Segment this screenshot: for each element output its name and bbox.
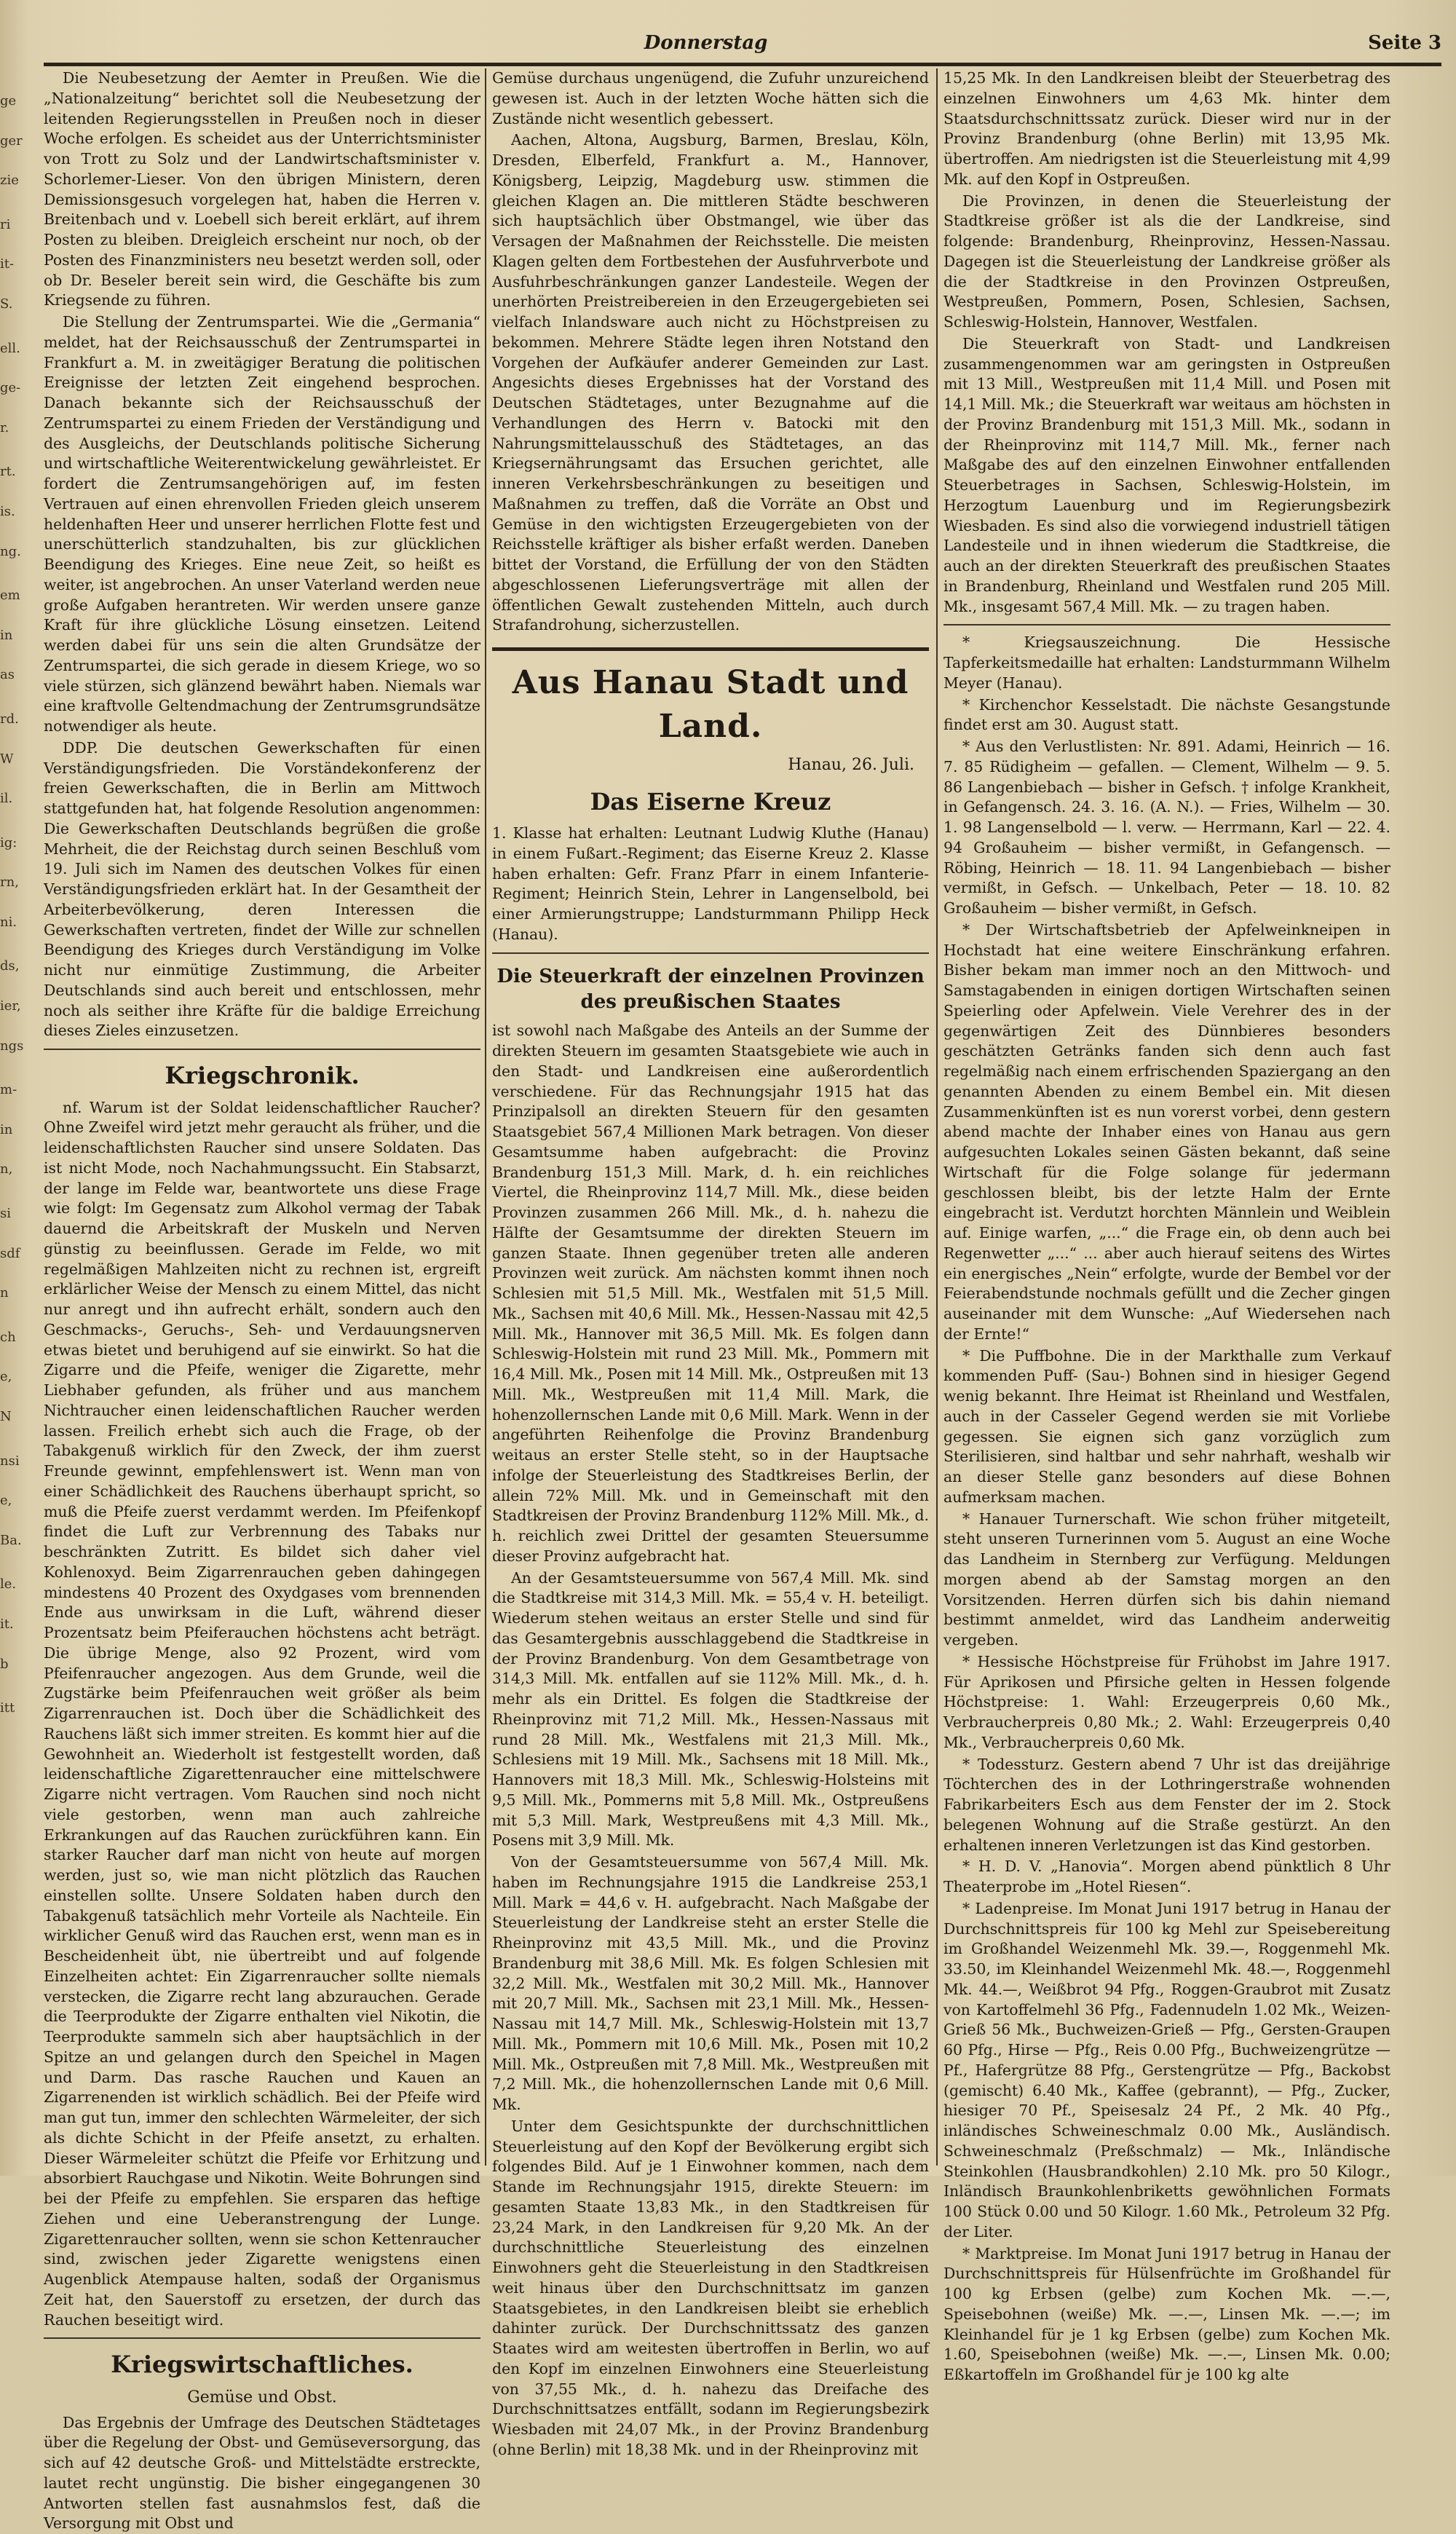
- note-ladenpreise: * Ladenpreise. Im Monat Juni 1917 betrug in Hanau der Durchschnittspreis für 100 kg Mehl zur Speisebereitung im Großhandel Weizenmehl Mk. 39.—, Roggenmehl Mk. 33.50, im Kleinhandel Weizenmehl Mk. 48.—, Roggenmehl Mk. 44.—, Weißbrot 94 Pfg., Roggen-Graubrot mit Zusatz von Kartoffelmehl 36 Pfg., Fadennudeln 1.02 Mk., Weizen-Grieß 56 Mk., Buchweizen-Grieß — Pfg., Gersten-Graupen 60 Pfg., Hirse — Pfg., Reis 0.00 Pfg., Buchweizengrütze — Pf., Hafergrütze 88 Pfg., Gerstengrütze — Pfg., Backobst (gemischt) 6.40 Mk., Kaffee (gebrannt), — Pfg., Zucker, hiesiger 70 Pf., Speisesalz 24 Pf., 2 Mk. 40 Pfg., inländisches Schweineschmalz 0.00 Mk., Ausländisch. Schweineschmalz (Preßschmalz) — Mk., Inländische Steinkohlen (Hausbrandkohlen) 2.10 Mk. pro 50 Kilogr., Inländisch Braunkohlenbriketts gewöhnlichen Formats 100 Stück 0.00 und 50 Kilogr. 1.60 Mk., Petroleum 32 Pfg. der Liter.: [943, 1899, 1390, 2241]
- section-divider: [492, 647, 929, 651]
- margin-fragment: ni.: [0, 914, 17, 930]
- article-unions: DDP. Die deutschen Gewerkschaften für einen Verständigungsfrieden. Die Vorständekonferenz der freien Gewerkschaften, die in Berlin am Mittwoch stattgefunden hat, hat folgende Resolution angenommen: Die Gewerkschaften Deutschlands begrüßen die große Mehrheit, die der Reichstag durch seinen Beschluß vom 19. Juli sich im Namen des deutschen Volkes für einen Verständigungsfrieden erklärt hat. In der Gesamtheit der Arbeiterbevölkerung, deren Interessen die Gewerkschaften vertreten, findet der Wille zur schnellen Beendigung des Krieges durch Verständigung im Volke nicht nur einmütige Zustimmung, die Arbeiter Deutschlands sind auch bereit und entschlossen, mehr noch als seither ihre Kräfte für die baldige Erreichung dieses Zieles einzusetzen.: [44, 738, 480, 1040]
- margin-fragment: le.: [0, 1576, 17, 1592]
- column-separator: [936, 68, 938, 2166]
- heading-steuerkraft: Die Steuerkraft der einzelnen Provinzen des preußischen Staates: [496, 965, 925, 1013]
- header-page-number: Seite 3: [1368, 32, 1441, 54]
- article-durchschnitt: Unter dem Gesichtspunkte der durchschnittlichen Steuerleistung auf den Kopf der Bevölkerung ergibt sich folgendes Bild. Auf je 1 Einwohner kommen, nach dem Stande im Rechnungsjahr 1915, direkte Steuern: im gesamten Staate 13,83 Mk., in den Stadtkreisen für 23,24 Mark, in den Landkreisen für 9,20 Mk. An der durchschnittliche Steuerleistung des einzelnen Einwohners geht die Steuerleistung in den Stadtkreisen weit hinaus über den Durchschnittsatz im ganzen Staatsgebietes, in den Landkreisen bleibt sie erheblich dahinter zurück. Der Durchschnittssatz des ganzen Staates wird am weitesten übertroffen in Berlin, wo auf den Kopf im einzelnen Einwohners eine Steuerleistung von 37,55 Mk., d. h. nahezu das Dreifache des Durchschnittsatzes entfällt, sodann im Regierungsbezirk Wiesbaden mit 24,07 Mk., in der Provinz Brandenburg (ohne Berlin) mit 18,38 Mk. und in der Rheinprovinz mit: [492, 2117, 929, 2458]
- divider: [492, 952, 929, 954]
- note-verlustlisten: * Aus den Verlustlisten: Nr. 891. Adami, Heinrich — 16. 7. 85 Rüdigheim — gefallen. — Clement, Wilhelm — 9. 5. 86 Langenbiebach — bisher in Gefsch. † infolge Krankheit, in Gefangensch. 24. 3. 16. (A. N.). — Fries, Wilhelm — 30. 1. 98 Langenselbold — l. verw. — Herrmann, Karl — 22. 4. 94 Großauheim — bisher vermißt, in Gefangensch. — Röbing, Heinrich — 18. 11. 94 Langenbiebach — bisher vermißt, in Gefsch. — Unkelbach, Peter — 18. 10. 82 Großauheim — bisher vermißt, in Gefsch.: [943, 738, 1390, 917]
- heading-hanau: Aus Hanau Stadt und Land.: [512, 664, 909, 745]
- margin-fragment: rt.: [0, 464, 16, 480]
- note-kirchenchor: * Kirchenchor Kesselstadt. Die nächste Gesangstunde findet erst am 30. August statt.: [943, 695, 1390, 734]
- margin-fragment: em: [0, 588, 20, 604]
- note-puffbohne: * Die Puffbohne. Die in der Markthalle zum Verkauf kommenden Puff- (Sau-) Bohnen sind in hiesiger Gegend wenig bekannt. Ihre Heimat ist Rheinland und Westfalen, auch in der Casseler Gegend werden sie mit Vorliebe gegessen. Sie eignen sich ganz vorzüglich zum Sterilisieren, sind haltbar und sehr nahrhaft, weshalb wir an dieser Stelle ganz besonders auf diese Bohnen aufmerksam machen.: [943, 1346, 1390, 1506]
- margin-fragment: it.: [0, 1616, 14, 1632]
- margin-fragment: nsi: [0, 1453, 20, 1469]
- article-eiserne-kreuz: 1. Klasse hat erhalten: Leutnant Ludwig Kluthe (Hanau) in einem Fußart.-Regiment; das Eiserne Kreuz 2. Klasse haben erhalten: Gefr. Franz Pfarr in einem Infanterie-Regiment; Heinrich Stein, Lehrer in Langenselbold, bei einer Armierungstruppe; Landsturmmann Philipp Heck (Hanau).: [492, 824, 929, 943]
- margin-fragment: W: [0, 751, 14, 767]
- header-rule: [44, 63, 1441, 66]
- article-cities: Aachen, Altona, Augsburg, Barmen, Breslau, Köln, Dresden, Elberfeld, Frankfurt a. M., Hannover, Königsberg, Leipzig, Magdeburg usw. stimmen die gleichen Klagen an. Die mittleren Städte beschweren sich hauptsächlich über Obstmangel, wie über das Versagen der Maßnahmen der Reichsstelle. Die meisten Klagen gelten dem Fortbestehen der Ausfuhrverbote und Ausfuhrbeschränkungen ganzer Landesteile. Wegen der unerhörten Preistreibereien in den Erzeugergebieten sei vielfach Inlandsware auch nicht zu Höchstpreisen zu bekommen. Mehrere Städte legen ihren Notstand den Vorgehen der Aufkäufer anderer Gemeinden zur Last. Angesichts dieses Ergebnisses hat der Vorstand des Deutschen Städtetages, unter Bezugnahme auf die Verhandlungen des Herrn v. Batocki mit den Nahrungsmittelausschuß des Städtetages, an das Kriegsernährungsamt das Ersuchen gerichtet, alle inneren Verkehrsbeschränkungen zu beseitigen und Maßnahmen zu treffen, daß die Vorräte an Obst und Gemüse in den wichtigsten Erzeugergebieten von der Reichsstelle kräftiger als bisher erfaßt werden. Daneben bittet der Vorstand, die Erfüllung der von den Städten abgeschlossenen Lieferungsverträge mit allen der öffentlichen Gewalt zustehenden Mitteln, auch durch Strafandrohung, sicherzustellen.: [492, 131, 929, 634]
- note-turnerschaft: * Hanauer Turnerschaft. Wie schon früher mitgeteilt, steht unseren Turnerinnen vom 5. August an eine Woche das Landheim in Sternberg zur Verfügung. Meldungen morgen abend ab der Samstag morgen an den Vorsitzenden. Herren dürfen sich bis dahin niemand bestimmt anmeldet, wird das Landheim anderweitig vergeben.: [943, 1509, 1390, 1649]
- article-obst-cont: Gemüse durchaus ungenügend, die Zufuhr unzureichend gewesen ist. Auch in der letzten Woche hätten sich die Zustände nicht wesentlich gebessert.: [492, 69, 929, 127]
- article-zentrum: Die Stellung der Zentrumspartei. Wie die „Germania“ meldet, hat der Reichsausschuß der Zentrumspartei in Frankfurt a. M. in zweitägiger Beratung die politischen Ereignisse der letzten Zeit eingehend besprochen. Danach bekannte sich der Reichsausschuß der Zentrumspartei zu einem Frieden der Verständigung und des Ausgleichs, der Deutschlands politische Sicherung und wirtschaftliche Weiterentwickelung gewährleistet. Er fordert die Zentrumsangehörigen auf, im festen Vertrauen auf einen ehrenvollen Frieden gleich unserem heldenhaften Heer und unserer herrlichen Flotte fest und unerschütterlich standzuhalten, bis zur glücklichen Beendigung des Krieges. Eine neue Zeit, so heißt es weiter, ist angebrochen. An unser Vaterland werden neue große Aufgaben herantreten. Wir werden unsere ganze Kraft für ihre glückliche Lösung einsetzen. Leitend werden dabei für uns sein die alten Grundsätze der Zentrumspartei, die sich gerade in diesem Kriege, wo so viele stürzen, sich glänzend bewährt haben. Niemals war eine kraftvolle Geltendmachung der Zentrumsgrundsätze notwendiger als heute.: [44, 313, 480, 735]
- margin-fragment: S.: [0, 296, 13, 312]
- subheading-gemuese: Gemüse und Obst.: [187, 2388, 337, 2407]
- note-hanovia: * H. D. V. „Hanovia“. Morgen abend pünktlich 8 Uhr Theaterprobe im „Hotel Riesen“.: [943, 1858, 1390, 1895]
- margin-fragment: is.: [0, 503, 15, 519]
- margin-fragment: e,: [0, 1369, 12, 1385]
- margin-fragment: ng.: [0, 543, 21, 559]
- note-hoechstpreise: * Hessische Höchstpreise für Frühobst im Jahre 1917. Für Aprikosen und Pfirsiche gelten in Hessen folgende Höchstpreise: 1. Wahl: Erzeugerpreis 0,60 Mk., Verbraucherpreis 0,80 Mk.; 2. Wahl: Erzeugerpreis 0,40 Mk., Verbraucherpreis 0,60 Mk.: [943, 1652, 1390, 1751]
- margin-fragment: n: [0, 1285, 9, 1301]
- margin-fragment: N: [0, 1409, 12, 1424]
- article-stadtkreise: An der Gesamtsteuersumme von 567,4 Mill. Mk. sind die Stadtkreise mit 314,3 Mill. Mk. = 55,4 v. H. beteiligt. Wiederum stehen weitaus an erster Stelle und sind für das Gesamtergebnis ausschlaggebend die Stadtkreise in der Provinz Brandenburg. Von dem Gesamtbetrage von 314,3 Mill. Mk. entfallen auf sie 112% Mill. Mk., d. h. mehr als ein Drittel. Es folgen die Stadtkreise der Rheinprovinz mit 71,2 Mill. Mk., Hessen-Nassaus mit rund 28 Mill. Mk., Westfalens mit 21,3 Mill. Mk., Schlesiens mit 19 Mill. Mk., Sachsens mit 18 Mill. Mk., Hannovers mit 18,3 Mill. Mk., Schleswig-Holsteins mit 9,5 Mill. Mk., Pommerns mit 5,8 Mill. Mk., Ostpreußens mit 5,3 Mill. Mark, Westpreußens mit 4,3 Mill. Mk., Posens mit 3,9 Mill. Mk.: [492, 1568, 929, 1850]
- note-marktpreise: * Marktpreise. Im Monat Juni 1917 betrug in Hanau der Durchschnittspreis für Hülsenfrüchte im Großhandel für 100 kg Erbsen (gelbe) zum Kochen Mk. —.—, Speisebohnen (weiße) Mk. —.—, Linsen Mk. —.—; im Kleinhandel für je 1 kg Erbsen (gelbe) zum Kochen Mk. 1.60, Speisebohnen (weiße) Mk. —.—, Linsen Mk. 0.00; Eßkartoffeln im Großhandel für je 100 kg alte: [943, 2244, 1390, 2383]
- heading-kriegschronik: Kriegschronik.: [165, 1062, 360, 1089]
- article-landkreise: Von der Gesamtsteuersumme von 567,4 Mill. Mk. haben im Rechnungsjahre 1915 die Landkreise 253,1 Mill. Mark = 44,6 v. H. aufgebracht. Nach Maßgabe der Steuerleistung der Landkreise steht an erster Stelle die Rheinprovinz mit 43,5 Mill. Mk., und die Provinz Brandenburg mit 38,6 Mill. Mk. Es folgen Schlesien mit 32,2 Mill. Mk., Westfalen mit 30,2 Mill. Mk., Hannover mit 20,7 Mill. Mk., Sachsen mit 23,1 Mill. Mk., Hessen-Nassau mit 14,7 Mill. Mk., Schleswig-Holstein mit 13,7 Mill. Mk., Pommern mit 10,6 Mill. Mk., Posen mit 10,2 Mill. Mk., Ostpreußen mit 7,8 Mill. Mk., Westpreußen mit 7,2 Mill. Mk., die hohenzollernschen Lande mit 0,6 Mill. Mk.: [492, 1853, 929, 2114]
- margin-fragment: ig:: [0, 834, 17, 850]
- column-1: [44, 68, 480, 2533]
- column-separator: [485, 68, 486, 2166]
- margin-fragment: ch: [0, 1329, 16, 1345]
- margin-fragment: in: [0, 627, 13, 643]
- margin-fragment: sdf: [0, 1245, 20, 1261]
- margin-fragment: si: [0, 1206, 11, 1222]
- column-2: [492, 68, 929, 2458]
- article-steuerkraft-sum: Die Steuerkraft von Stadt- und Landkreisen zusammengenommen war am geringsten in Ostpreußen mit 13 Mill., Westpreußen mit 11,4 Mill. und Posen mit 14,1 Mill. Mk.; die Steuerkraft war weitaus am höchsten in der Provinz Brandenburg mit 151,3 Mill. Mk., sodann in der Rheinprovinz mit 114,7 Mill. Mk., ferner nach Maßgabe des auf den einzelnen Einwohner entfallenden Steuerbetrages in Sachsen, Schleswig-Holstein, im Herzogtum Lauenburg und im Regierungsbezirk Wiesbaden. Es sind also die vorwiegend industriell tätigen Landesteile und in ihnen wiederum die Stadtkreise, die auch an der direkten Steuerkraft des preußischen Staates in Brandenburg, Rheinland und Westfalen rund 205 Mill. Mk., insgesamt 567,4 Mill. Mk. — zu tragen haben.: [943, 334, 1390, 615]
- note-kriegsauszeichnung: * Kriegsauszeichnung. Die Hessische Tapferkeitsmedaille hat erhalten: Landsturmmann Wilhelm Meyer (Hanau).: [943, 634, 1390, 692]
- margin-fragment: ngs: [0, 1038, 24, 1054]
- dateline: Hanau, 26. Juli.: [788, 755, 914, 774]
- divider: [44, 1049, 480, 1050]
- margin-fragment: r.: [0, 419, 9, 435]
- heading-eiserne-kreuz: Das Eiserne Kreuz: [590, 787, 831, 816]
- margin-fragment: rn,: [0, 875, 19, 891]
- margin-fragment: as: [0, 667, 15, 683]
- margin-fragment: ri: [0, 216, 11, 232]
- margin-fragment: itt: [0, 1700, 15, 1716]
- article-steuerkraft: ist sowohl nach Maßgabe des Anteils an der Summe der direkten Steuern im gesamten Staatsgebiete wie auch in den Stadt- und Landkreisen eine außerordentlich verschiedene. Für das Rechnungsjahr 1915 hat das Prinzipalsoll an direkten Steuern für den gesamten Staatsgebiet 567,4 Millionen Mark betragen. Von dieser Gesamtsumme haben aufgebracht: die Provinz Brandenburg 151,3 Mill. Mark, d. h. ein reichliches Viertel, die Rheinprovinz 114,7 Mill. Mk., diese beiden Provinzen zusammen 266 Mill. Mk., d. h. nahezu die Hälfte der Gesamtsumme der direkten Steuern im ganzen Staate. Ihnen gegenüber treten alle anderen Provinzen weit zurück. Am nächsten kommt ihnen noch Schlesien mit 51,5 Mill. Mk., Westfalen mit 51,5 Mill. Mk., Sachsen mit 40,6 Mill. Mk., Hessen-Nassau mit 42,5 Mill. Mk., Hannover mit 36,5 Mill. Mk. Es folgen dann Schleswig-Holstein mit rund 23 Mill. Mk., Pommern mit 16,4 Mill. Mk., Posen mit 14 Mill. Mk., Ostpreußen mit 13 Mill. Mk., Westpreußen mit 11,4 Mill. Mark, die hohenzollernschen Lande mit 0,6 Mill. Mark. Wenn in der angeführten Reihenfolge die Provinz Brandenburg weitaus an erster Stelle steht, so in der Hauptsache infolge der Steuerleistung des Stadtkreises Berlin, der allein 72% Mill. Mk. und in Gemeinschaft mit den Stadtkreisen der Provinz Brandenburg 112% Mill. Mk., d. h. reichlich zwei Drittel der gesamten Steuersumme dieser Provinz aufgebracht hat.: [492, 1022, 929, 1565]
- margin-fragment: n,: [0, 1161, 13, 1177]
- divider: [44, 2337, 480, 2339]
- margin-fragment: ier,: [0, 998, 21, 1014]
- article-steuer-cont: 15,25 Mk. In den Landkreisen bleibt der Steuerbetrag des einzelnen Einwohners um 4,63 Mk. hinter dem Staatsdurchschnittssatz zurück. Dieser wird nur in der Provinz Brandenburg (ohne Berlin) mit 13,95 Mk. übertroffen. Am niedrigsten ist die Steuerleistung mit 4,99 Mk. auf den Kopf in Ostpreußen.: [943, 69, 1390, 188]
- margin-fragment: e,: [0, 1493, 12, 1509]
- margin-fragment: Ba.: [0, 1532, 22, 1548]
- margin-fragment: zie: [0, 173, 19, 189]
- margin-fragment: b: [0, 1656, 9, 1672]
- note-todessturz: * Todessturz. Gestern abend 7 Uhr ist das dreijährige Töchterchen des in der Lothringerstraße wohnenden Fabrikarbeiters Esch aus dem Fenster der im 2. Stock belegenen Wohnung auf die Straße gestürzt. An den erhaltenen inneren Verletzungen ist das Kind gestorben.: [943, 1755, 1390, 1854]
- margin-fragment: m-: [0, 1082, 17, 1098]
- margin-fragment: ds,: [0, 958, 20, 974]
- margin-fragment: il.: [0, 791, 13, 807]
- margin-fragment: ger: [0, 133, 23, 149]
- left-margin-fragments: [0, 68, 22, 2166]
- header-weekday: Donnerstag: [644, 32, 768, 54]
- article-ministers: Die Neubesetzung der Aemter in Preußen. Wie die „Nationalzeitung“ berichtet soll die Neubesetzung der leitenden Regierungsstellen in Preußen noch in dieser Woche erfolgen. Es scheidet aus der Unterrichtsminister von Trott zu Solz und der Landwirtschaftsminister v. Schorlemer-Lieser. Von den übrigen Ministern, deren Demissionsgesuch vorgelegen hat, haben die Herren v. Breitenbach und v. Loebell sich bereit erklärt, auf ihrem Posten zu bleiben. Dreigleich erscheint nur noch, ob der Posten des Finanzministers neu besetzt werden soll, oder ob Dr. Beseler bereit sein wird, die Geschäfte bis zum Kriegsende zu führen.: [44, 69, 480, 309]
- article-obst: Das Ergebnis der Umfrage des Deutschen Städtetages über die Regelung der Obst- und Gemüseversorgung, das sich auf 42 deutsche Groß- und Mittelstädte erstreckte, lautet recht ungünstig. Die bisher eingegangenen 30 Antworten stellen fast ausnahmslos fest, daß die Versorgung mit Obst und: [44, 2413, 480, 2533]
- column-3: [943, 68, 1390, 2383]
- article-smoking: nf. Warum ist der Soldat leidenschaftlicher Raucher? Ohne Zweifel wird jetzt mehr geraucht als früher, und die leidenschaftlichsten Raucher sind unsere Soldaten. Das ist nicht Mode, noch Nachahmungssucht. Ein Stabsarzt, der lange im Felde war, beantwortete uns diese Frage wie folgt: Im Gegensatz zum Alkohol vermag der Tabak dauernd die Arbeitskraft der Muskeln und Nerven günstig zu beeinflussen. Gerade im Felde, wo mit regelmäßigen Mahlzeiten nicht zu rechnen ist, ergreift erklärlicher Weise der Mensch zu einem Mittel, das nicht nur anregt und ihn aufrecht erhält, sondern auch den Geschmacks-, Geruchs-, Seh- und Verdauungsnerven etwas bietet und beruhigend auf sie einwirkt. So hat die Zigarre und die Pfeife, weniger die Zigarette, mehr Liebhaber gefunden, als früher und aus manchem Nichtraucher einen leidenschaftlichen Raucher werden lassen. Freilich erhebt sich auch die Frage, ob der Tabakgenuß wirklich für den Zweck, der ihm zuerst Freunde gewinnt, empfehlenswert ist. Wenn man von einer Schädlichkeit des Rauchens überhaupt spricht, so muß die Pfeife zuerst verdammt werden. Im Pfeifenkopf findet die Luft zur Verbrennung des Tabaks nur beschränkten Zutritt. Es bildet sich daher viel Kohlenoxyd. Beim Zigarrenrauchen geben dahingegen mindestens 40 Prozent des Oxydgases vom brennenden Ende aus unwirksam in die Luft, während dieser Prozentsatz beim Pfeiferauchen höchstens acht beträgt. Die übrige Menge, also 92 Prozent, wird vom Pfeifenraucher angezogen. Aus dem Grunde, weil die Zugstärke beim Pfeifenrauchen weit größer als beim Zigarrenrauchen ist. Doch über die Schädlichkeit des Rauchens läßt sich immer streiten. Es kommt hier auf die Gewohnheit an. Wiederholt ist festgestellt worden, daß leidenschaftliche Zigarettenraucher eine mittelschwere Zigarre nicht vertragen. Vom Rauchen sind noch nicht viele gestorben, wenn man auch zahlreiche Erkrankungen auf das Rauchen zurückführen kann. Ein starker Raucher darf man nicht von heute auf morgen werden, just so, wie man nicht plötzlich das Rauchen einstellen sollte. Unsere Soldaten haben durch den Tabakgenuß tatsächlich mehr Vorteile als Nachteile. Ein wirklicher Genuß wird das Rauchen erst, wenn man es in Bescheidenheit übt, nie übertreibt und auf folgende Einzelheiten achtet: Ein Zigarrenraucher sollte niemals verstecken, die Zigarre recht lang abzurauchen. Gerade die Teerprodukte der Zigarre enthalten viel Nikotin, die Teerprodukte sammeln sich aber hauptsächlich in der Spitze an und gelangen durch den Speichel in Magen und Darm. Das rasche Rauchen und Kauen an Zigarrenenden ist wirklich schädlich. Bei der Pfeife wird man gut tun, immer den schlechten Wärmeleiter, der sich als dichte Schicht in der Pfeife ansetzt, zu erhalten. Dieser Wärmeleiter schützt die Pfeife vor Erhitzung und absorbiert Rauchgase und Nikotin. Weite Bohrungen sind bei der Pfeife zu empfehlen. Sie ersparen das heftige Ziehen und eine Ueberanstrengung der Lunge. Zigarettenraucher sollten, wenn sie schon Kettenraucher sind, zwischen jeder Zigarette wenigstens einen Augenblick Atempause halten, sodaß der Organismus Zeit hat, den Sauerstoff zu ersetzen, der durch das Rauchen beseitigt wird.: [44, 1098, 480, 2329]
- heading-kriegswirtschaft: Kriegswirtschaftliches.: [111, 2351, 414, 2379]
- margin-fragment: ge: [0, 93, 17, 108]
- margin-fragment: ell.: [0, 340, 20, 356]
- margin-fragment: it-: [0, 256, 15, 272]
- margin-fragment: rd.: [0, 711, 19, 727]
- note-apfelwein: * Der Wirtschaftsbetrieb der Apfelweinkneipen in Hochstadt hat eine weitere Einschränkung erfahren. Bisher bekam man immer noch an den Mittwoch- und Samstagabenden in einigen dortigen Wirtschaften seinen Speierling oder Apfelwein. Viele Verehrer des in der gegenwärtigen Zeit des Dünnbieres besonders geschätzten Getränks fanden sich denn auch fast regelmäßig nach einem erfrischenden Spaziergang an den genannten Abenden zu einem Bembel ein. Mit diesen Zusammenkünften ist es nun vorerst vorbei, denn gestern abend machte der Inhaber eines von Hanau aus gern aufgesuchten Lokales seinen Gästen bekannt, daß seine Wirtschaft für die Folge solange für jedermann geschlossen bleibt, bis der letzte Halm der Ernte eingebracht ist. Verdutzt horchten Männlein und Weiblein auf. Einige warfen, „...“ die Frage ein, ob denn auch bei Regenwetter „...“ ... aber auch hierauf seitens des Wirtes ein energisches „Nein“ erfolgte, wurde der Bembel vor der Feierabendstunde nochmals gefüllt und die Zecher gingen auseinander mit dem Wunsche: „Auf Wiedersehen nach der Ernte!“: [943, 920, 1390, 1343]
- page-header: [44, 22, 1441, 54]
- margin-fragment: in: [0, 1121, 13, 1137]
- margin-fragment: ge-: [0, 380, 21, 396]
- divider: [943, 624, 1390, 625]
- article-provinzen: Die Provinzen, in denen die Steuerleistung der Stadtkreise größer ist als die der Landkreise, sind folgende: Brandenburg, Rheinprovinz, Hessen-Nassau. Dagegen ist die Steuerleistung der Landkreise größer als die der Stadtkreise in den Provinzen Ostpreußen, Westpreußen, Pommern, Posen, Schlesien, Sachsen, Schleswig-Holstein, Hannover, Westfalen.: [943, 192, 1390, 331]
